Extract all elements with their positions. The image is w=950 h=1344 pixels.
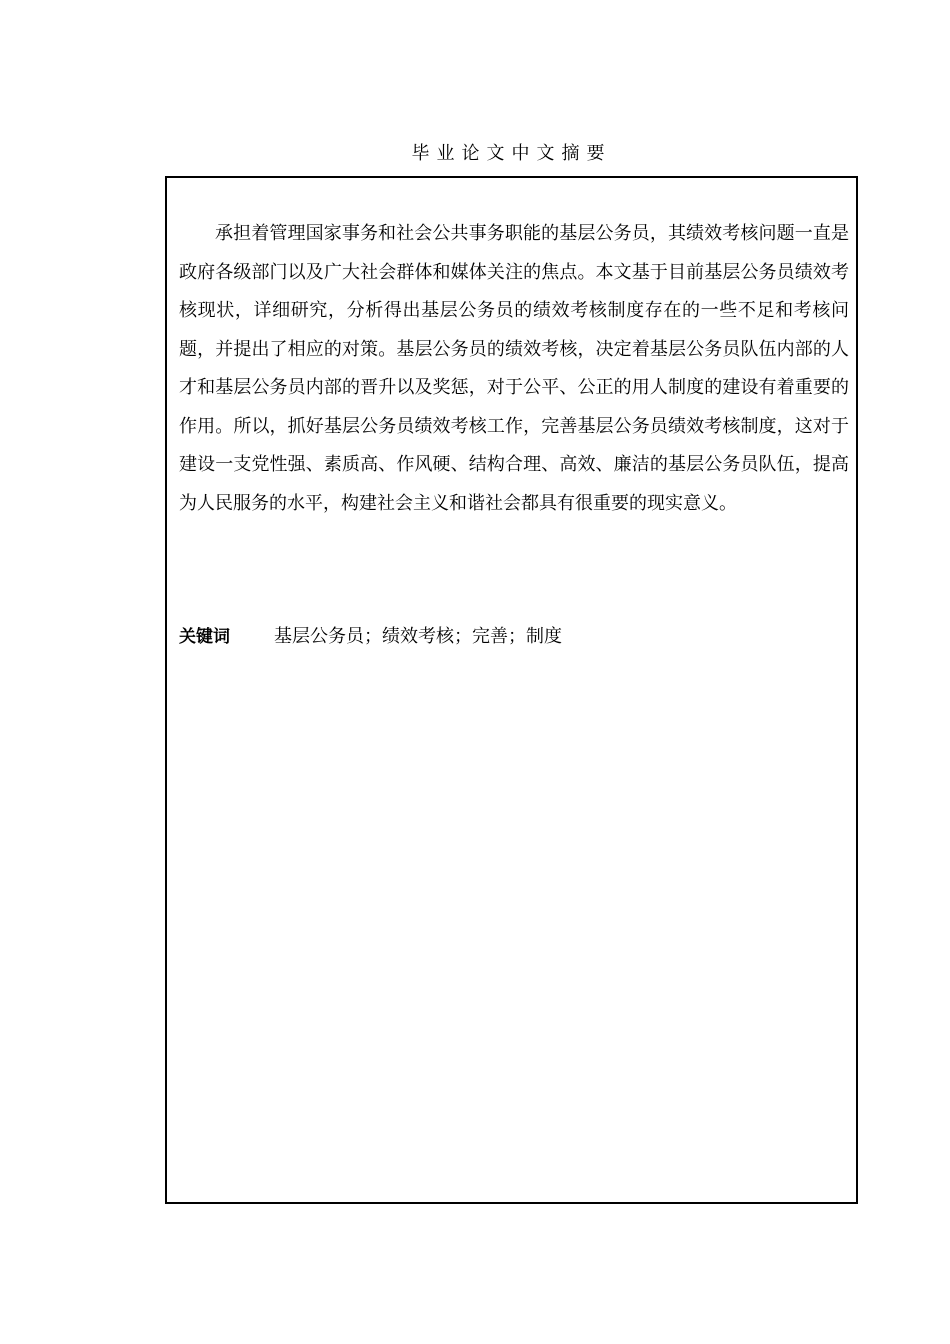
keywords-label: 关键词 [179,627,230,647]
keywords-text: 基层公务员；绩效考核；完善；制度 [274,626,562,647]
page-title: 毕业论文中文摘要 [411,143,612,164]
keywords-row [179,622,562,652]
abstract-body: 承担着管理国家事务和社会公共事务职能的基层公务员，其绩效考核问题一直是政府各级部门以及广大社会群体和媒体关注的焦点。本文基于目前基层公务员绩效考核现状，详细研究，分析得出基层公务员的绩效考核制度存在的一些不足和考核问题，并提出了相应的对策。基层公务员的绩效考核，决定着基层公务员队伍内部的人才和基层公务员内部的晋升以及奖惩，对于公平、公正的用人制度的建设有着重要的作用。所以，抓好基层公务员绩效考核工作，完善基层公务员绩效考核制度，这对于建设一支党性强、素质高、作风硬、结构合理、高效、廉洁的基层公务员队伍，提高为人民服务的水平，构建社会主义和谐社会都具有很重要的现实意义。 [179,223,849,514]
abstract-box [165,176,858,1204]
